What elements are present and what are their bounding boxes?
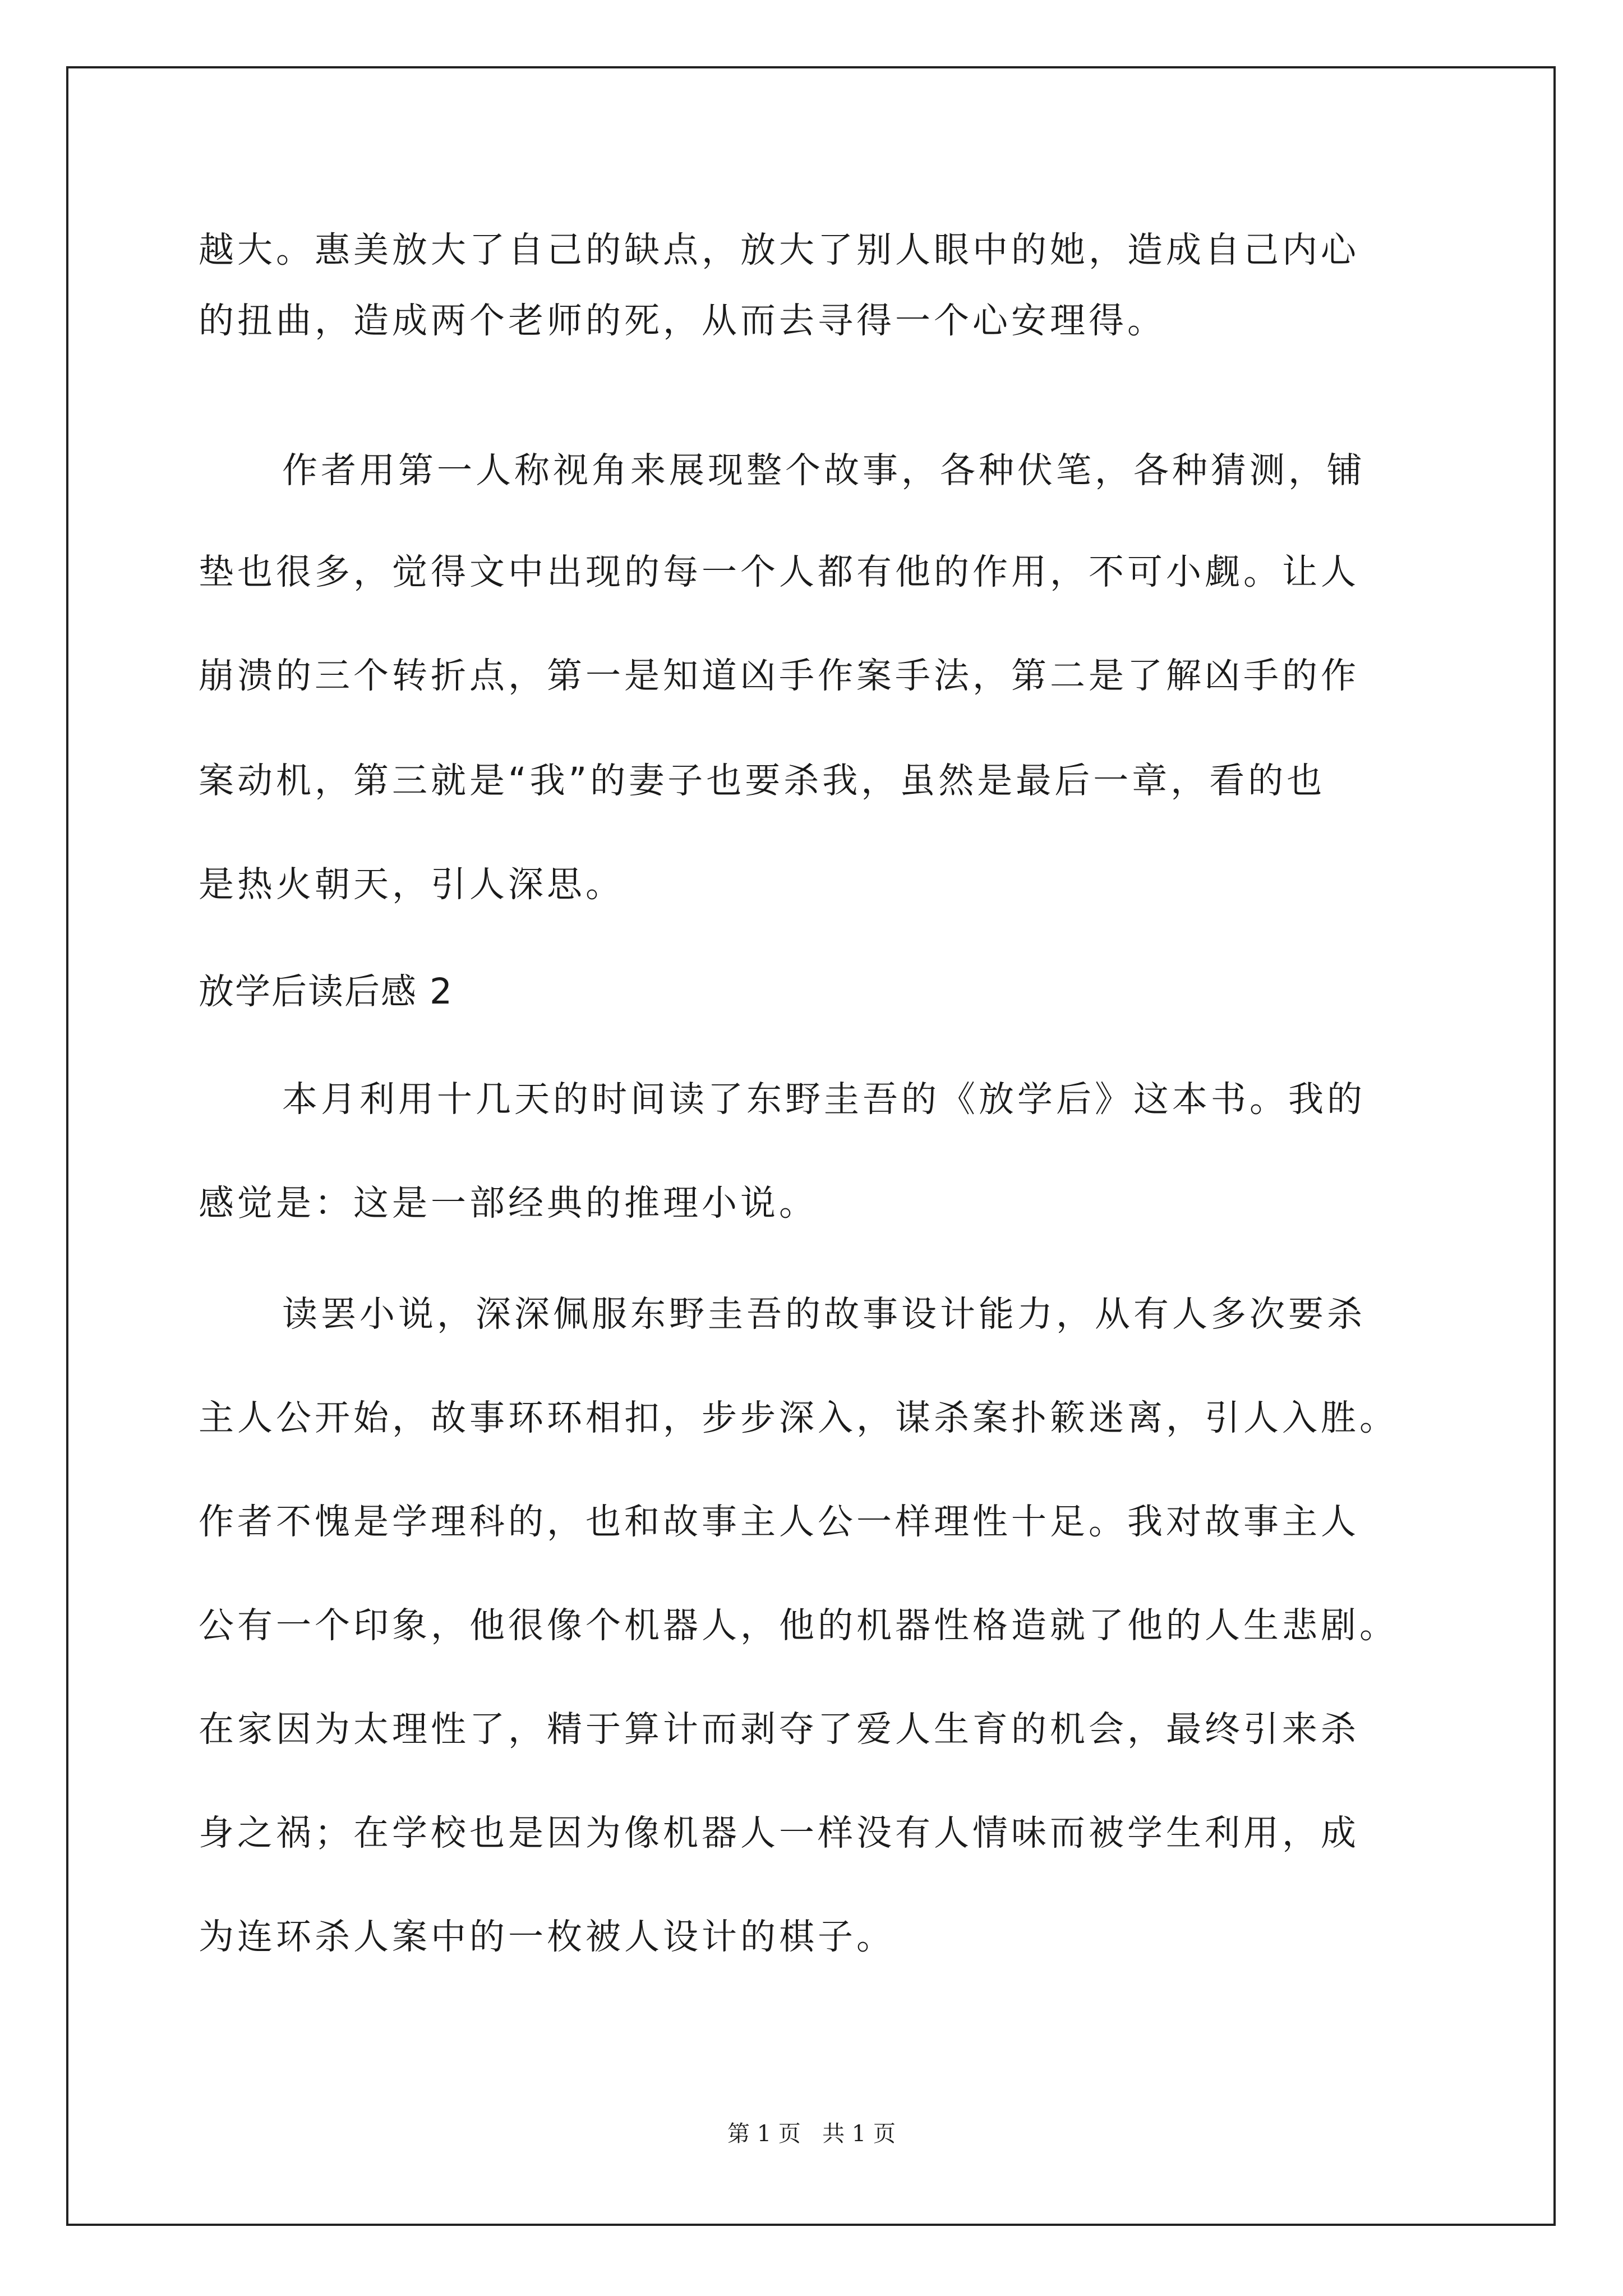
text-line: 的扭曲，造成两个老师的死，从而去寻得一个心安理得。 (199, 300, 1166, 341)
text-line: 案动机，第三就是“我”的妻子也要杀我，虽然是最后一章，看的也 (199, 760, 1326, 801)
page-footer (0, 2123, 1623, 2145)
paragraph-first-line: 本月利用十几天的时间读了东野圭吾的《放学后》这本书。我的 (282, 1079, 1366, 1120)
section-heading: 放学后读后感 2 (199, 971, 454, 1012)
text-line: 身之祸；在学校也是因为像机器人一样没有人情味而被学生利用，成 (199, 1812, 1359, 1853)
paragraph-first-line: 作者用第一人称视角来展现整个故事，各种伏笔，各种猜测，铺 (282, 450, 1366, 491)
text-line: 崩溃的三个转折点，第一是知道凶手作案手法，第二是了解凶手的作 (199, 655, 1359, 696)
page-border (66, 66, 1556, 2226)
text-line: 是热火朝天，引人深思。 (199, 864, 624, 905)
text-line: 感觉是：这是一部经典的推理小说。 (199, 1182, 818, 1223)
text-line: 为连环杀人案中的一枚被人设计的棋子。 (199, 1916, 895, 1957)
paragraph-first-line: 读罢小说，深深佩服东野圭吾的故事设计能力，从有人多次要杀 (282, 1294, 1366, 1335)
text-line: 公有一个印象，他很像个机器人，他的机器性格造就了他的人生悲剧。 (199, 1605, 1398, 1646)
text-line: 主人公开始，故事环环相扣，步步深入，谋杀案扑簌迷离，引人入胜。 (199, 1397, 1398, 1438)
text-line: 在家因为太理性了，精于算计而剥夺了爱人生育的机会，最终引来杀 (199, 1709, 1359, 1750)
text-line: 作者不愧是学理科的，也和故事主人公一样理性十足。我对故事主人 (199, 1501, 1359, 1542)
text-line: 垫也很多，觉得文中出现的每一个人都有他的作用，不可小觑。让人 (199, 551, 1359, 592)
text-line: 越大。惠美放大了自己的缺点，放大了别人眼中的她，造成自己内心 (199, 229, 1359, 270)
page-number: 第 1 页 共 1 页 (727, 2121, 896, 2147)
